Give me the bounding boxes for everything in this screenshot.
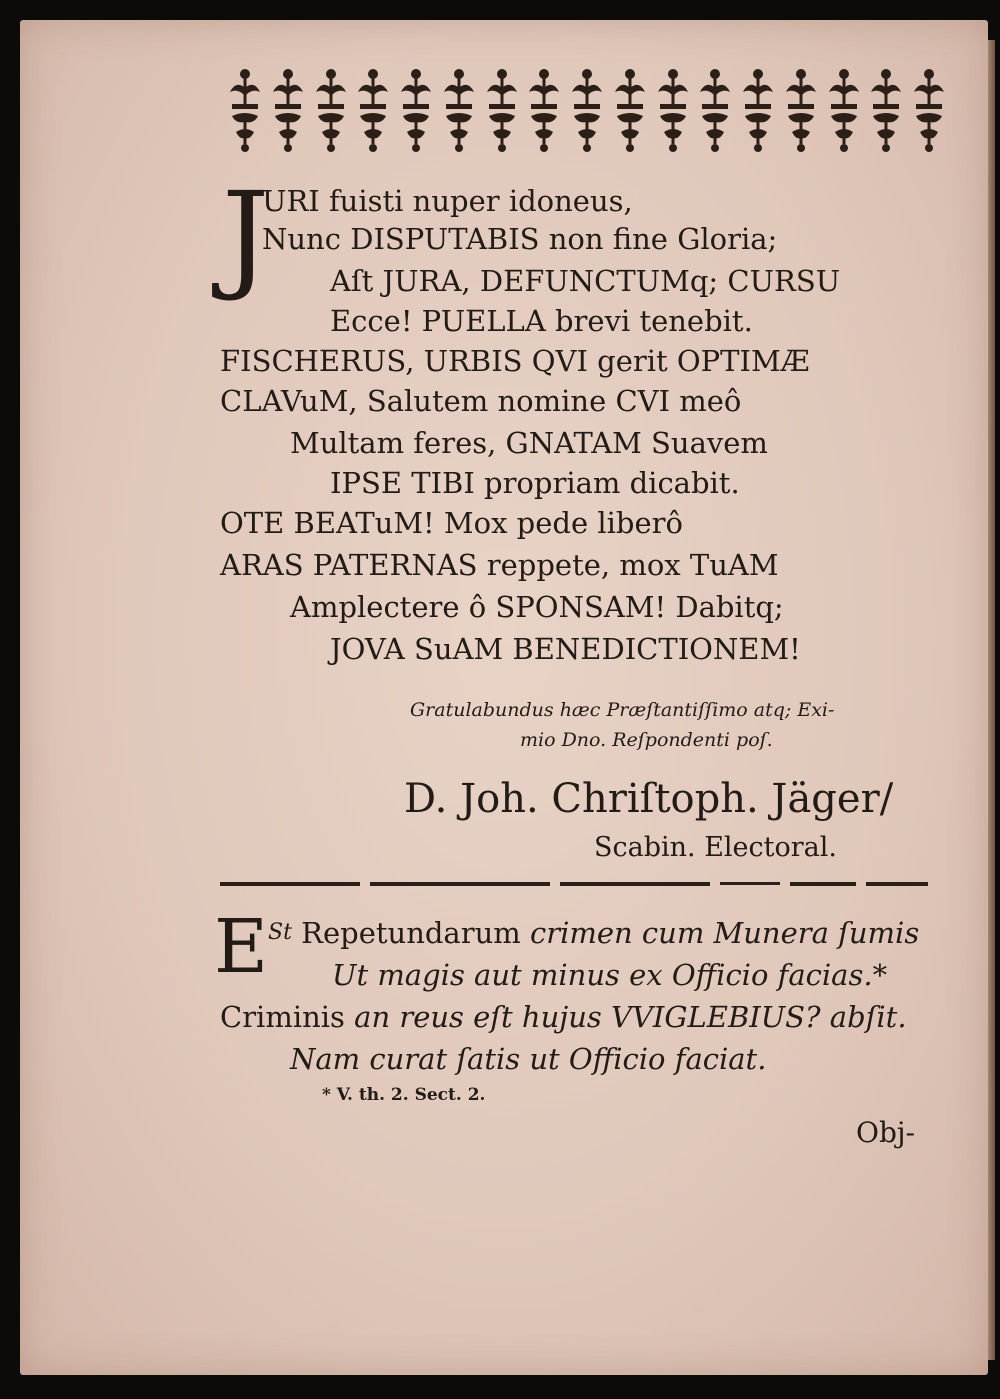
fleuron-icon xyxy=(312,66,350,156)
separator-rule xyxy=(220,880,928,888)
poem-line-10: ARAS PATERNAS reppete, mox TuAM xyxy=(220,548,779,582)
fleuron-icon xyxy=(782,66,820,156)
fleuron-icon xyxy=(525,66,563,156)
epigram-line-3-italic: an reus eſt hujus VVIGLEBIUS? abſit. xyxy=(354,1000,907,1034)
signature-name: D. Joh. Chriſtoph. Jäger/ xyxy=(404,776,894,822)
epigram-line-1-italic: crimen cum Munera ſumis xyxy=(529,916,920,950)
fleuron-icon xyxy=(397,66,435,156)
poem-line-11: Amplectere ô SPONSAM! Dabitq; xyxy=(290,590,784,624)
fleuron-icon xyxy=(654,66,692,156)
epigram-drop-cap: E xyxy=(214,904,269,990)
poem-line-6: CLAVuM, Salutem nomine CVI meô xyxy=(220,384,742,418)
poem-line-9: OTE BEATuM! Mox pede liberô xyxy=(220,506,683,540)
fleuron-icon xyxy=(611,66,649,156)
poem-line-7: Multam feres, GNATAM Suavem xyxy=(290,426,768,460)
epigram-line-1-st: St xyxy=(268,920,292,945)
fleuron-icon xyxy=(696,66,734,156)
poem-line-5: FISCHERUS, URBIS QVI gerit OPTIMÆ xyxy=(220,344,810,378)
epigram-line-4: Nam curat ſatis ut Officio faciat. xyxy=(290,1042,767,1076)
fleuron-icon xyxy=(354,66,392,156)
fleuron-icon xyxy=(825,66,863,156)
epigram-line-3 xyxy=(220,998,907,1036)
poem-line-2: Nunc DISPUTABIS non fine Gloria; xyxy=(262,222,778,256)
footnote: * V. th. 2. Sect. 2. xyxy=(322,1085,486,1105)
fleuron-icon xyxy=(483,66,521,156)
epigram-line-3-roman: Criminis xyxy=(220,1000,355,1034)
poem-line-8: IPSE TIBI propriam dicabit. xyxy=(330,466,740,500)
poem-line-4: Ecce! PUELLA brevi tenebit. xyxy=(330,304,753,338)
fleuron-icon xyxy=(568,66,606,156)
fleuron-icon xyxy=(269,66,307,156)
gratulation-line-2: mio Dno. Reſpondenti poſ. xyxy=(520,729,773,751)
epigram-line-1-roman: Repetundarum xyxy=(291,916,530,950)
ornament-band xyxy=(226,66,948,161)
catchword: Obj- xyxy=(856,1116,916,1149)
fleuron-icon xyxy=(867,66,905,156)
fleuron-icon xyxy=(440,66,478,156)
poem-line-1: URI fuisti nuper idoneus, xyxy=(262,184,633,218)
fleuron-icon xyxy=(226,66,264,156)
epigram-line-1 xyxy=(268,914,919,952)
gratulation-line-1: Gratulabundus hæc Præſtantiſſimo atq; Exi- xyxy=(410,699,835,721)
fleuron-icon xyxy=(739,66,777,156)
epigram-line-2: Ut magis aut minus ex Officio facias.* xyxy=(332,958,888,992)
poem-line-3: Aſt JURA, DEFUNCTUMq; CURSU xyxy=(330,264,841,298)
poem-drop-cap: J xyxy=(222,166,270,304)
fleuron-icon xyxy=(910,66,948,156)
signature-role: Scabin. Electoral. xyxy=(594,832,837,863)
poem-line-12: JOVA SuAM BENEDICTIONEM! xyxy=(330,632,801,666)
